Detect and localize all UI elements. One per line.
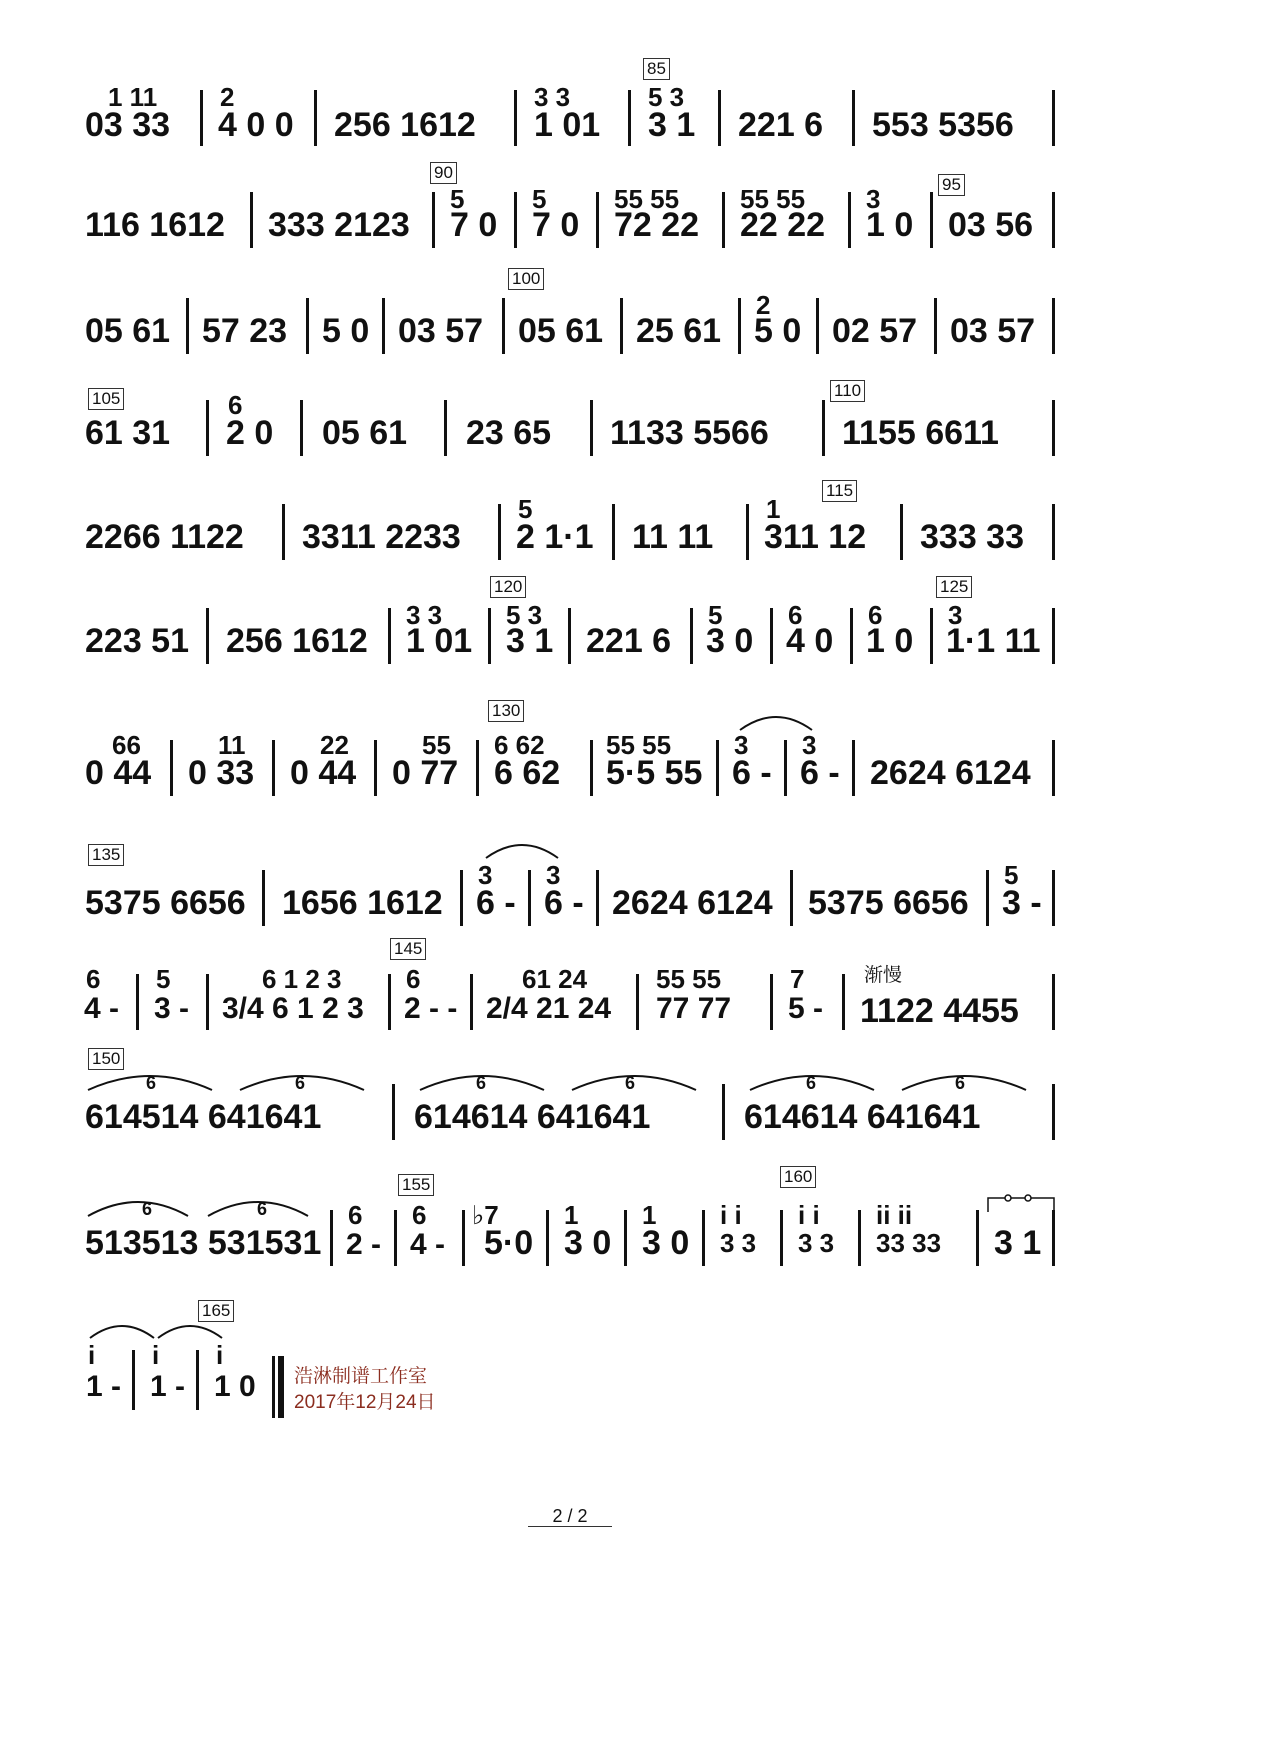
upper-notes: 1 11 [108,82,158,112]
upper-notes: 5 3 [648,82,685,112]
lower-notes: 221 6 [738,106,824,144]
bar-line [848,192,851,248]
bar-line [930,192,933,248]
lower-notes: 3/4 6 1 2 3 [222,992,364,1025]
lower-notes: 3 0 [642,1224,690,1262]
lower-notes: 03 33 [85,106,171,144]
upper-notes: 55 55 [606,730,672,760]
upper-notes: 6 1 2 3 [262,964,342,994]
bar-line [382,298,385,354]
bar-line [930,608,933,664]
lower-notes: 0 77 [392,754,459,792]
lower-notes: 03 56 [948,206,1034,244]
final-barline-thick [278,1356,284,1418]
bar-line [842,974,845,1030]
bar-number: 125 [936,576,972,598]
bar-line [132,1350,135,1410]
lower-notes: 2 - - [404,992,458,1025]
lower-notes: 1 0 [214,1370,256,1403]
upper-notes: i i [720,1200,742,1230]
upper-notes: 6 [788,600,803,630]
bar-number: 100 [508,268,544,290]
bar-number: 85 [643,58,670,80]
lower-notes: 2 1·1 [516,518,594,556]
bar-line [934,298,937,354]
upper-notes: 6 [406,964,421,994]
bar-number: 110 [830,380,865,402]
lower-notes: 3 - [1002,884,1042,922]
lower-notes: 1 - [150,1370,186,1403]
lower-notes: 2624 6124 [612,884,773,922]
upper-notes: 55 [422,730,451,760]
upper-notes: 5 [1004,860,1019,890]
upper-notes: ♭7 [472,1200,499,1230]
lower-notes: 3 1 [994,1224,1042,1262]
upper-notes: 3 [866,184,881,214]
lower-notes: 33 33 [876,1228,942,1258]
lower-notes: 221 6 [586,622,672,660]
bar-line [1052,974,1055,1030]
bar-line [770,974,773,1030]
bar-number: 95 [938,174,965,196]
bar-line [476,740,479,796]
bar-line [394,1210,397,1266]
upper-notes: 1 [766,494,781,524]
bar-number: 145 [390,938,426,960]
triplet-marks: 6 6 [146,1073,306,1093]
upper-notes: 5 [450,184,465,214]
bar-line [822,400,825,456]
lower-notes: 77 77 [656,992,732,1025]
lower-notes: 1133 5566 [610,414,769,452]
upper-notes: 61 24 [522,964,588,994]
bar-line [1052,870,1055,926]
bar-number: 165 [198,1300,234,1322]
lower-notes: 6 - [544,884,584,922]
upper-notes: 55 55 [740,184,806,214]
lower-notes: 3 0 [706,622,754,660]
tie-bracket [984,1194,1058,1214]
lower-notes: 256 1612 [334,106,476,144]
lower-notes: 5 0 [754,312,802,350]
bar-line [1052,298,1055,354]
bar-line [722,1084,725,1140]
bar-line [1052,1084,1055,1140]
upper-notes: 22 [320,730,349,760]
bar-line [392,1084,395,1140]
bar-line [206,974,209,1030]
lower-notes: 03 57 [950,312,1036,350]
upper-notes: 5 [156,964,171,994]
lower-notes: 2266 1122 [85,518,244,556]
lower-notes: 03 57 [398,312,484,350]
bar-line [590,400,593,456]
bar-line [590,740,593,796]
bar-line [330,1210,333,1266]
bar-line [462,1210,465,1266]
bar-line [1052,192,1055,248]
bar-line [528,870,531,926]
upper-notes: 5 [708,600,723,630]
lower-notes: 3311 2233 [302,518,461,556]
bar-line [620,298,623,354]
bar-line [488,608,491,664]
bar-line [716,740,719,796]
lower-notes: 1 0 [866,622,914,660]
bar-line [502,298,505,354]
bar-line [624,1210,627,1266]
lower-notes: 23 65 [466,414,552,452]
lower-notes: 5375 6656 [808,884,969,922]
lower-notes: 116 1612 [85,206,225,244]
tempo-annotation: 渐慢 [864,965,903,986]
lower-notes: 1 - [86,1370,122,1403]
bar-line [636,974,639,1030]
bar-line [1052,400,1055,456]
bar-line [1052,504,1055,560]
bar-number: 130 [488,700,524,722]
lower-notes: 6 - [800,754,840,792]
bar-line [388,974,391,1030]
upper-notes: 1 [564,1200,579,1230]
bar-line [170,740,173,796]
lower-notes: 3 1 [648,106,696,144]
bar-line [136,974,139,1030]
upper-notes: i i [798,1200,820,1230]
upper-notes: 5 [532,184,547,214]
bar-line [722,192,725,248]
lower-notes: 1122 4455 [860,992,1019,1030]
bar-line [498,504,501,560]
lower-notes: 333 2123 [268,206,410,244]
lower-notes: 57 23 [202,312,288,350]
bar-line [746,504,749,560]
lower-notes: 1155 6611 [842,414,999,452]
lower-notes: 553 5356 [872,106,1014,144]
lower-notes: 311 12 [764,518,867,556]
upper-notes: 6 [412,1200,427,1230]
upper-notes: 11 [218,730,246,760]
lower-notes: 3 1 [506,622,554,660]
lower-notes: 61 31 [85,414,171,452]
lower-notes: 2624 6124 [870,754,1031,792]
lower-notes: 4 0 0 [218,106,294,144]
lower-notes: 05 61 [518,312,604,350]
lower-notes: 22 22 [740,206,826,244]
tie-slurs [86,1318,226,1340]
bar-number: 150 [88,1048,124,1070]
lower-notes: 5 - [788,992,824,1025]
bar-line [460,870,463,926]
lower-notes: 614614 641641 [414,1098,651,1136]
lower-notes: 5·0 [484,1224,534,1262]
upper-notes: 5 [518,494,533,524]
upper-notes: 2 [220,82,235,112]
bar-line [514,90,517,146]
bar-line [816,298,819,354]
bar-line [1052,1210,1055,1266]
lower-notes: 3 3 [798,1228,835,1258]
bar-line [200,90,203,146]
bar-line [300,400,303,456]
bar-line [282,504,285,560]
lower-notes: 4 0 [786,622,834,660]
upper-notes: 6 [348,1200,363,1230]
upper-notes: i [152,1340,160,1370]
upper-notes: ii ii [876,1200,913,1230]
lower-notes: 5 0 [322,312,370,350]
bar-line [186,298,189,354]
upper-notes: 3 [948,600,963,630]
bar-line [780,1210,783,1266]
lower-notes: 05 61 [85,312,171,350]
lower-notes: 6 62 [494,754,561,792]
lower-notes: 6 - [476,884,516,922]
lower-notes: 05 61 [322,414,408,452]
triplet-marks: 6 6 [142,1199,268,1219]
tie-slur [482,838,562,860]
tie-slur [736,710,816,732]
bar-line [770,608,773,664]
upper-notes: i [88,1340,96,1370]
bar-line [858,1210,861,1266]
upper-notes: 3 [478,860,493,890]
bar-line [790,870,793,926]
upper-notes: 6 62 [494,730,545,760]
upper-notes: 3 [546,860,561,890]
lower-notes: 614514 641641 [85,1098,322,1136]
upper-notes: 7 [790,964,805,994]
lower-notes: 7 0 [532,206,580,244]
bar-line [784,740,787,796]
lower-notes: 6 - [732,754,772,792]
bar-line [546,1210,549,1266]
bar-line [596,192,599,248]
bar-number: 115 [822,480,857,502]
bar-line [196,1350,199,1410]
bar-line [388,608,391,664]
upper-notes: 55 55 [614,184,680,214]
bar-line [852,90,855,146]
lower-notes: 5375 6656 [85,884,246,922]
upper-notes: 2 [756,290,771,320]
lower-notes: 0 44 [85,754,152,792]
lower-notes: 7 0 [450,206,498,244]
lower-notes: 256 1612 [226,622,368,660]
lower-notes: 0 44 [290,754,357,792]
lower-notes: 2 0 [226,414,274,452]
upper-notes: 3 [802,730,817,760]
bar-number: 135 [88,844,124,866]
bar-line [718,90,721,146]
upper-notes: 3 3 [534,82,571,112]
lower-notes: 25 61 [636,312,722,350]
bar-line [850,608,853,664]
final-barline-thin [272,1356,275,1418]
bar-line [986,870,989,926]
lower-notes: 333 33 [920,518,1024,556]
bar-line [1052,608,1055,664]
credit-block [294,1364,436,1416]
lower-notes: 2/4 21 24 [486,992,612,1025]
bar-number: 160 [780,1166,816,1188]
lower-notes: 4 - [410,1228,446,1261]
triplet-marks: 6 6 [476,1073,636,1093]
lower-notes: 3 3 [720,1228,757,1258]
bar-line [900,504,903,560]
lower-notes: 0 33 [188,754,255,792]
lower-notes: 3 - [154,992,190,1025]
lower-notes: 3 0 [564,1224,612,1262]
bar-line [374,740,377,796]
bar-line [262,870,265,926]
upper-notes: 6 [228,390,243,420]
bar-line [596,870,599,926]
upper-notes: 66 [112,730,141,760]
lower-notes: 513513 531531 [85,1224,322,1262]
lower-notes: 11 11 [632,518,714,556]
bar-line [738,298,741,354]
upper-notes: 6 [868,600,883,630]
bar-line [206,608,209,664]
bar-line [432,192,435,248]
page-indicator: 2 / 2 [528,1506,611,1527]
upper-notes: 3 [734,730,749,760]
bar-line [702,1210,705,1266]
lower-notes: 223 51 [85,622,189,660]
bar-number: 155 [398,1174,434,1196]
bar-line [1052,740,1055,796]
bar-line [470,974,473,1030]
bar-line [976,1210,979,1266]
credit-date: 2017年12月24日 [294,1392,436,1413]
lower-notes: 614614 641641 [744,1098,981,1136]
lower-notes: 1656 1612 [282,884,443,922]
bar-line [250,192,253,248]
bar-line [272,740,275,796]
bar-number: 90 [430,162,457,184]
lower-notes: 72 22 [614,206,700,244]
bar-line [444,400,447,456]
upper-notes: 6 [86,964,101,994]
bar-line [206,400,209,456]
lower-notes: 4 - [84,992,120,1025]
bar-line [314,90,317,146]
lower-notes: 1 01 [534,106,601,144]
bar-line [852,740,855,796]
upper-notes: 3 3 [406,600,443,630]
triplet-marks: 6 6 [806,1073,966,1093]
bar-line [612,504,615,560]
studio-name: 浩淋制谱工作室 [294,1366,428,1387]
page-footer [0,1506,1140,1527]
lower-notes: 2 - [346,1228,382,1261]
lower-notes: 5·5 55 [606,754,703,792]
bar-line [568,608,571,664]
upper-notes: 1 [642,1200,657,1230]
upper-notes: 55 55 [656,964,722,994]
bar-line [306,298,309,354]
bar-line [690,608,693,664]
lower-notes: 1 0 [866,206,914,244]
upper-notes: 5 3 [506,600,543,630]
lower-notes: 02 57 [832,312,918,350]
bar-number: 120 [490,576,526,598]
lower-notes: 1 01 [406,622,473,660]
bar-number: 105 [88,388,124,410]
bar-line [628,90,631,146]
upper-notes: i [216,1340,224,1370]
bar-line [1052,90,1055,146]
lower-notes: 1·1 11 [946,622,1041,660]
bar-line [514,192,517,248]
